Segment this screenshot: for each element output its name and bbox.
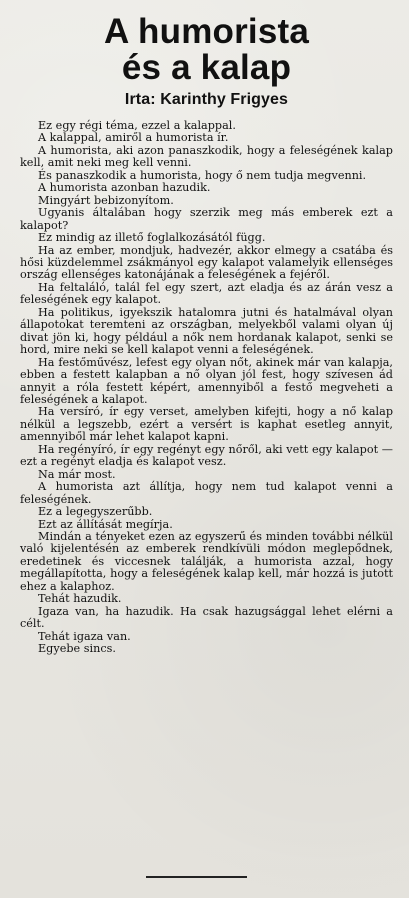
paragraph-21: Igaza van, ha hazudik. Ha csak hazugsággal lehet elérni a célt. (20, 604, 393, 631)
paragraph-12: Ha festőművész, lefest egy olyan nőt, akinek már van kalapja, ebben a festett kalapban a nő olyan jól fest, hogy szívesen ád annyit a róla festett képért, amennyiből a festő megveheti a feleségének a kalapot. (20, 355, 393, 406)
paragraph-23: Egyebe sincs. (38, 642, 116, 656)
paragraph-20: Tehát hazudik. (38, 592, 122, 606)
article-title-line-2: és a kalap (121, 48, 292, 87)
paragraph-6: Mingyárt bebizonyítom. (38, 193, 174, 207)
paragraph-8: Ez mindig az illető foglalkozásától függ. (38, 231, 266, 245)
paragraph-22: Tehát igaza van. (38, 629, 131, 643)
paragraph-7: Ugyanis általában hogy szerzik meg más emberek ezt a kalapot? (20, 206, 393, 232)
paragraph-11: Ha politikus, igyekszik hatalomra jutni és hatalmával olyan állapotokat teremteni az országban, melyekből valami olyan új divat jön ki, hogy például a nők nem hordanak kalapot, senki se hord, mire neki se kell kalapot venni a feleségének. (20, 305, 393, 357)
paragraph-10: Ha feltaláló, talál fel egy szert, azt eladja és az árán vesz a feleségének egy kalapot. (20, 280, 393, 307)
paragraph-4: És panaszkodik a humorista, hogy ő nem tudja megvenni. (38, 168, 367, 182)
paragraph-19: Mindán a tényeket ezen az egyszerű és minden további nélkül való kijelentésén az emberek rendkívüli módon meglepődnek, eredetinek és viccesnek találják, a humorista azzal, hogy megállapította, hogy a feleségének kalap kell, már hozzá is jutott ehez a kalaphoz. (20, 529, 393, 593)
paragraph-2: A kalappal, amiről a humorista ír. (38, 131, 229, 145)
paragraph-9: Ha az ember, mondjuk, hadvezér, akkor elmegy a csatába és hősi küzdelemmel zsákmányol egy kalapot valamelyik ellenséges ország ellenséges katonájának a feleségének a fejéről. (20, 243, 393, 282)
paragraph-13: Ha versíró, ír egy verset, amelyben kifejti, hogy a nő kalap nélkül a legszebb, ezért a versért is kaphat esetleg annyit, amennyiből már lehet kalapot kapni. (20, 405, 393, 444)
paragraph-17: Ez a legegyszerűbb. (38, 505, 153, 519)
end-rule (146, 876, 247, 878)
paragraph-14: Ha regényíró, ír egy regényt egy nőről, aki vett egy kalapot — ezt a regényt eladja és kalapot vesz. (20, 442, 393, 469)
paragraph-15: Na már most. (38, 467, 116, 481)
article-title-line-1: A humorista (103, 12, 310, 51)
paragraph-3: A humorista, aki azon panaszkodik, hogy a feleségének kalap kell, amit neki meg kell venni. (20, 143, 393, 170)
paragraph-1: Ez egy régi téma, ezzel a kalappal. (38, 119, 236, 132)
article-title (20, 14, 393, 86)
paragraph-16: A humorista azt állítja, hogy nem tud kalapot venni a feleségének. (20, 480, 393, 506)
article-byline: Irta: Karinthy Frigyes (124, 91, 289, 108)
paragraph-18: Ezt az állítását megírja. (38, 517, 173, 531)
article-body (20, 120, 393, 655)
paragraph-5: A humorista azonban hazudik. (38, 181, 211, 195)
